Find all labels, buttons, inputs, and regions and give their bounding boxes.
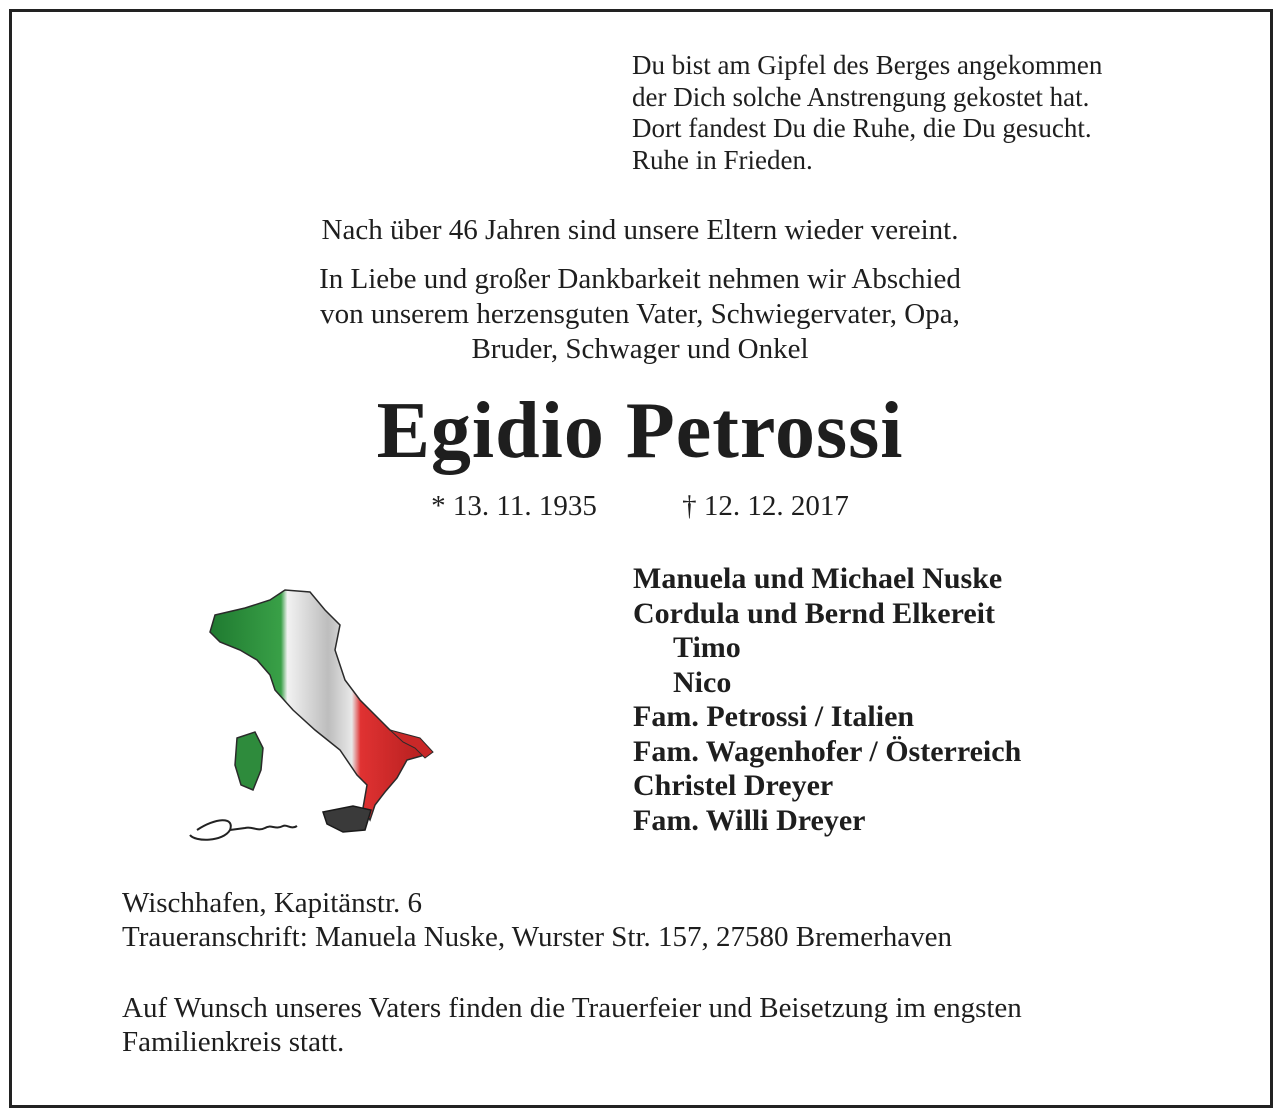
mourner-entry: Fam. Wagenhofer / Österreich [633,734,1022,768]
italy-flag-map-icon [175,580,445,865]
farewell-line: Bruder, Schwager und Onkel [471,333,809,365]
farewell-line: In Liebe und großer Dankbarkeit nehmen wir Abschied [319,263,961,295]
poem-line: Du bist am Gipfel des Berges angekommen [632,50,1103,80]
mourners-list [633,562,1021,838]
funeral-note: Auf Wunsch unseres Vaters finden die Trauerfeier und Beisetzung im engsten Familienkreis statt. [122,992,1022,1058]
farewell-text [0,262,1280,367]
mourner-entry: Fam. Petrossi / Italien [633,700,915,733]
poem-line: Dort fandest Du die Ruhe, die Du gesucht. [632,113,1092,143]
birth-date: * 13. 11. 1935 [431,490,597,522]
mourner-entry: Timo [673,631,741,664]
mourner-entry: Christel Dreyer [633,769,834,802]
residence-line: Wischhafen, Kapitänstr. 6 [122,887,423,919]
poem-line: der Dich solche Anstrengung gekostet hat. [632,81,1090,112]
poem [632,50,1102,176]
mourner-entry: Manuela und Michael Nuske [633,562,1003,595]
poem-line: Ruhe in Frieden. [632,144,813,175]
mourning-address-line: Traueranschrift: Manuela Nuske, Wurster Str. 157, 27580 Bremerhaven [122,921,952,953]
mourner-entry: Fam. Willi Dreyer [633,803,866,837]
mourner-entry: Nico [673,665,732,699]
death-date: † 12. 12. 2017 [682,490,849,522]
address-block [122,886,952,954]
reunited-line: Nach über 46 Jahren sind unsere Eltern wieder vereint. [321,214,959,246]
deceased-name: Egidio Petrossi [376,387,904,475]
life-dates [0,488,1280,524]
mourner-entry: Cordula und Bernd Elkereit [633,596,996,630]
farewell-line: von unserem herzensguten Vater, Schwiegervater, Opa, [320,298,960,330]
